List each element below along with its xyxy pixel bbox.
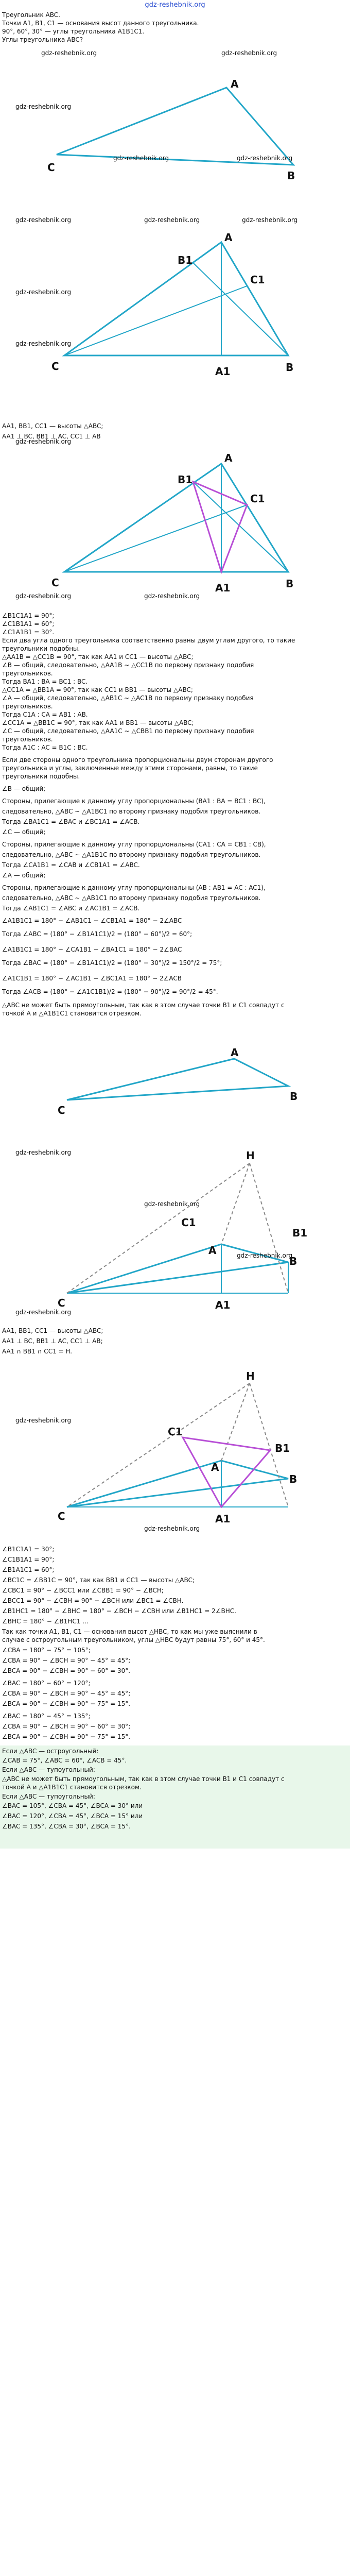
vertex-c-label: C: [51, 577, 59, 589]
vertex-c-label: C: [58, 1297, 65, 1309]
watermark: gdz-reshebnik.org: [113, 155, 169, 162]
proof2-line: ∠BHC = 180° − ∠B1HC1 ...: [2, 1618, 89, 1625]
proof2-line: ∠B1A1C1 = 60°;: [2, 1566, 55, 1573]
proof1-line: Стороны, прилегающие к данному углу пропорциональны (AB : AB1 = AC : AC1),: [2, 884, 266, 891]
proof1-line: △AA1B = △CC1B = 90°, так как AA1 и CC1 — высоты △ABC;: [2, 653, 194, 660]
triangle-a1b1c1: [193, 482, 247, 572]
point-h-label: H: [246, 1149, 255, 1162]
vertex-a-label: A: [231, 78, 239, 90]
intro-line-2: Точки A1, B1, C1 — основания высот данного треугольника.: [2, 20, 199, 27]
part2-line-2: AA1 ⊥ BC, BB1 ⊥ AC, CC1 ⊥ AB;: [2, 1337, 103, 1345]
foot-c1-label: C1: [250, 493, 265, 505]
proof1-line: Тогда ∠ACB = (180° − ∠A1C1B1)/2 = (180° − 90°)/2 = 90°/2 = 45°.: [2, 988, 218, 995]
watermark: gdz-reshebnik.org: [41, 49, 97, 57]
triangle-abc: [67, 1059, 288, 1100]
watermark: gdz-reshebnik.org: [15, 340, 72, 347]
foot-b1-label: B1: [292, 1227, 308, 1239]
vertex-a-label: A: [208, 1244, 217, 1257]
figure-1-triangle: [0, 52, 350, 227]
answer-line-7: ∠BAC = 105°, ∠CBA = 45°, ∠BCA = 30° или: [2, 1802, 143, 1809]
foot-b1-label: B1: [275, 1442, 290, 1454]
watermark: gdz-reshebnik.org: [15, 438, 72, 445]
proof1-line: треугольники подобны.: [2, 645, 80, 652]
proof1-line: ∠A — общий, следовательно, △AB1C ∼ △AC1B по первому признаку подобия: [2, 694, 254, 702]
proof2-line: ∠BC1C = ∠BB1C = 90°, так как BB1 и CC1 — высоты △ABC;: [2, 1577, 195, 1584]
vertex-b-label: B: [290, 1090, 298, 1103]
foot-b1-label: B1: [178, 473, 193, 486]
watermark: gdz-reshebnik.org: [242, 216, 298, 224]
watermark: gdz-reshebnik.org: [144, 216, 200, 224]
vertex-a-label: A: [211, 1461, 219, 1473]
proof1-line: Если две стороны одного треугольника пропорциональны двум сторонам другого: [2, 756, 273, 764]
point-h-label: H: [246, 1370, 255, 1382]
proof2-line: ∠B1C1A1 = 30°;: [2, 1546, 55, 1553]
vertex-a-label: A: [224, 232, 233, 244]
triangle-abc: [64, 464, 288, 572]
proof2-line: ∠BAC = 180° − 45° = 135°;: [2, 1713, 91, 1720]
proof1-line: ∠B — общий;: [2, 785, 46, 792]
intro-line-3: 90°, 60°, 30° — углы треугольника A1B1C1.: [2, 28, 145, 35]
vertex-a-label: A: [224, 452, 233, 464]
proof1-line: ∠A — общий;: [2, 872, 46, 879]
watermark: gdz-reshebnik.org: [237, 155, 293, 162]
dashed-height-1: [67, 1163, 250, 1293]
watermark: gdz-reshebnik.org: [15, 1309, 72, 1316]
proof2-line: ∠CBA = 90° − ∠BCH = 90° − 45° = 45°;: [2, 1690, 131, 1697]
proof2-line: ∠B1HC1 = 180° − ∠BHC = 180° − ∠BCH − ∠CBH или ∠B1HC1 = 2∠BHC.: [2, 1607, 236, 1615]
proof2-line: случае с остроугольным треугольником, углы △HBC будут равны 75°, 60° и 45°.: [2, 1636, 265, 1643]
watermark: gdz-reshebnik.org: [15, 1417, 72, 1424]
part1-line-1: AA1, BB1, CC1 — высоты △ABC;: [2, 422, 103, 430]
vertex-b-label: B: [286, 578, 294, 590]
answer-line-9: ∠BAC = 135°, ∠CBA = 30°, ∠BCA = 15°.: [2, 1823, 131, 1830]
vertex-b-label: B: [286, 361, 294, 374]
proof1-line: ∠C1B1A1 = 60°;: [2, 620, 55, 628]
watermark: gdz-reshebnik.org: [15, 216, 72, 224]
watermark: gdz-reshebnik.org: [15, 289, 72, 296]
proof1-line: следовательно, △ABC ∼ △A1B1C по второму признаку подобия треугольников.: [2, 851, 261, 858]
proof1-line: Тогда ∠BA1C1 = ∠BAC и ∠BC1A1 = ∠ACB.: [2, 818, 140, 825]
figure-5-obtuse-heights: [0, 1144, 350, 1319]
proof2-line: Так как точки A1, B1, C1 — основания высот △HBC, то как мы уже выяснили в: [2, 1628, 257, 1635]
vertex-a-label: A: [231, 1046, 239, 1059]
foot-c1-label: C1: [181, 1216, 196, 1229]
proof1-line: ∠B — общий, следовательно, △AA1B ∼ △CC1B по первому признаку подобия: [2, 662, 254, 669]
figure-2-heights: [0, 232, 350, 386]
answer-line-6: Если △ABC — тупоугольный:: [2, 1793, 95, 1800]
vertex-b-label: B: [289, 1473, 297, 1485]
watermark: gdz-reshebnik.org: [221, 49, 277, 57]
proof1-line: ∠C — общий, следовательно, △AA1C ∼ △CBB1 по первому признаку подобия: [2, 727, 254, 735]
proof1-line: Тогда ∠BAC = (180° − ∠B1A1C1)/2 = (180° − 30°)/2 = 150°/2 = 75°;: [2, 959, 222, 967]
foot-a1-label: A1: [215, 1299, 231, 1311]
foot-a1-label: A1: [215, 365, 231, 378]
proof1-line: △CC1A = △BB1A = 90°, так как CC1 и BB1 — высоты △ABC;: [2, 686, 193, 693]
watermark: gdz-reshebnik.org: [144, 592, 200, 600]
intro-line-4: Углы треугольника ABC?: [2, 36, 83, 43]
proof1-line: Стороны, прилегающие к данному углу пропорциональны (CA1 : CA = CB1 : CB),: [2, 841, 266, 848]
proof2-line: ∠CBA = 90° − ∠BCH = 90° − 60° = 30°;: [2, 1723, 131, 1730]
proof1-line: Тогда C1A : CA = AB1 : AB.: [2, 711, 88, 718]
proof1-line: треугольника и углы, заключенные между этими сторонами, равны, то такие: [2, 765, 258, 772]
proof1-line: Стороны, прилегающие к данному углу пропорциональны (BA1 : BA = BC1 : BC),: [2, 798, 266, 805]
foot-c1-label: C1: [168, 1426, 183, 1438]
dashed-height-2: [250, 1163, 288, 1293]
proof2-line: ∠BCA = 90° − ∠CBH = 90° − 75° = 15°.: [2, 1700, 131, 1707]
vertex-c-label: C: [58, 1104, 65, 1116]
watermark: gdz-reshebnik.org: [15, 592, 72, 600]
answer-line-3: Если △ABC — тупоугольный:: [2, 1766, 95, 1773]
answer-line-4: △ABC не может быть прямоугольным, так как в этом случае точки B1 и C1 совпадут с: [2, 1775, 285, 1783]
proof1-line: треугольников.: [2, 703, 53, 710]
part2-line-1: AA1, BB1, CC1 — высоты △ABC;: [2, 1327, 103, 1334]
watermark: gdz-reshebnik.org: [144, 1200, 200, 1208]
proof2-line: ∠BCA = 90° − ∠CBH = 90° − 60° = 30°.: [2, 1667, 131, 1674]
proof2-line: ∠BAC = 180° − 60° = 120°;: [2, 1680, 91, 1687]
part2-line-3: AA1 ∩ BB1 ∩ CC1 = H.: [2, 1348, 73, 1355]
triangle-abc: [64, 242, 288, 355]
proof1-line: ∠CC1A = △BB1C = 90°, так как AA1 и BB1 — высоты △ABC;: [2, 719, 194, 726]
foot-b1-label: B1: [178, 254, 193, 266]
proof2-line: ∠BCA = 90° − ∠CBH = 90° − 75° = 15°.: [2, 1733, 131, 1740]
proof1-line: точкой A и △A1B1C1 становится отрезком.: [2, 1010, 142, 1017]
proof1-line: ∠B1C1A1 = 90°;: [2, 612, 55, 619]
proof1-line: ∠A1C1B1 = 180° − ∠AC1B1 − ∠BC1A1 = 180° − 2∠ACB: [2, 975, 182, 982]
watermark: gdz-reshebnik.org: [237, 1252, 293, 1259]
answer-line-2: ∠CAB = 75°, ∠ABC = 60°, ∠ACB = 45°.: [2, 1757, 127, 1764]
watermark: gdz-reshebnik.org: [15, 103, 72, 110]
proof1-line: треугольников.: [2, 670, 53, 677]
height-bb1: [193, 263, 288, 355]
answer-line-5: точкой A и △A1B1C1 становится отрезком.: [2, 1784, 142, 1791]
figure-3-orthic-triangle: [0, 443, 350, 598]
proof1-line: Если два угла одного треугольника соответственно равны двум углам другого, то такие: [2, 637, 295, 644]
vertex-c-label: C: [51, 360, 59, 372]
vertex-c-label: C: [47, 161, 55, 174]
vertex-c-label: C: [58, 1510, 65, 1522]
triangle-abc: [57, 88, 293, 165]
foot-a1-label: A1: [215, 582, 231, 594]
figure-4-obtuse-triangle: [0, 1025, 350, 1128]
vertex-b-label: B: [289, 1255, 297, 1267]
figure-6-obtuse-orthic: [0, 1365, 350, 1535]
part1-line-2: AA1 ⊥ BC, BB1 ⊥ AC, CC1 ⊥ AB: [2, 433, 101, 440]
proof2-line: ∠CBC1 = 90° − ∠BCC1 или ∠CBB1 = 90° − ∠BCH;: [2, 1587, 164, 1594]
proof1-line: △ABC не может быть прямоугольным, так как в этом случае точки B1 и C1 совпадут с: [2, 1002, 285, 1009]
foot-a1-label: A1: [215, 1513, 231, 1525]
proof1-line: Тогда A1C : AC = B1C : BC.: [2, 744, 88, 751]
proof1-line: Тогда BA1 : BA = BC1 : BC.: [2, 678, 88, 685]
proof1-line: ∠A1B1C1 = 180° − ∠AB1C1 − ∠CB1A1 = 180° − 2∠ABC: [2, 917, 182, 924]
site-link[interactable]: gdz-reshebnik.org: [145, 1, 205, 9]
proof1-line: треугольников.: [2, 736, 53, 743]
proof1-line: следовательно, △ABC ∼ △AB1C1 по второму признаку подобия треугольников.: [2, 894, 261, 902]
vertex-b-label: B: [287, 170, 295, 182]
proof1-line: Тогда ∠ABC = (180° − ∠B1A1C1)/2 = (180° − 60°)/2 = 60°;: [2, 930, 192, 938]
proof1-line: ∠C — общий;: [2, 828, 46, 836]
watermark: gdz-reshebnik.org: [144, 1525, 200, 1532]
dashed-height-3: [221, 1383, 250, 1461]
proof2-line: ∠C1B1A1 = 90°;: [2, 1556, 55, 1563]
foot-c1-label: C1: [250, 274, 265, 286]
proof1-line: ∠C1A1B1 = 30°.: [2, 629, 55, 636]
height-cc1: [64, 286, 247, 355]
proof2-line: ∠BCC1 = 90° − ∠CBH = 90° − ∠BCH или ∠BC1 = ∠CBH.: [2, 1597, 184, 1604]
proof1-line: Тогда ∠AB1C1 = ∠ABC и ∠AC1B1 = ∠ACB.: [2, 905, 140, 912]
dashed-height-1: [67, 1383, 250, 1507]
proof1-line: Тогда ∠CA1B1 = ∠CAB и ∠CB1A1 = ∠ABC.: [2, 861, 140, 869]
proof1-line: треугольники подобны.: [2, 773, 80, 780]
intro-line-1: Треугольник ABC.: [2, 11, 60, 19]
dashed-height-3: [221, 1163, 250, 1244]
proof2-line: ∠CBA = 90° − ∠BCH = 90° − 45° = 45°;: [2, 1657, 131, 1664]
proof2-line: ∠CBA = 180° − 75° = 105°;: [2, 1647, 91, 1654]
proof1-line: ∠A1B1C1 = 180° − ∠CA1B1 − ∠BA1C1 = 180° − 2∠BAC: [2, 946, 182, 953]
watermark: gdz-reshebnik.org: [15, 1149, 72, 1156]
proof1-line: следовательно, △ABC ∼ △A1BC1 по второму признаку подобия треугольников.: [2, 808, 261, 815]
height-cc1: [64, 505, 247, 572]
answer-line-8: ∠BAC = 120°, ∠CBA = 45°, ∠BCA = 15° или: [2, 1812, 143, 1820]
answer-line-1: Если △ABC — остроугольный:: [2, 1748, 99, 1755]
